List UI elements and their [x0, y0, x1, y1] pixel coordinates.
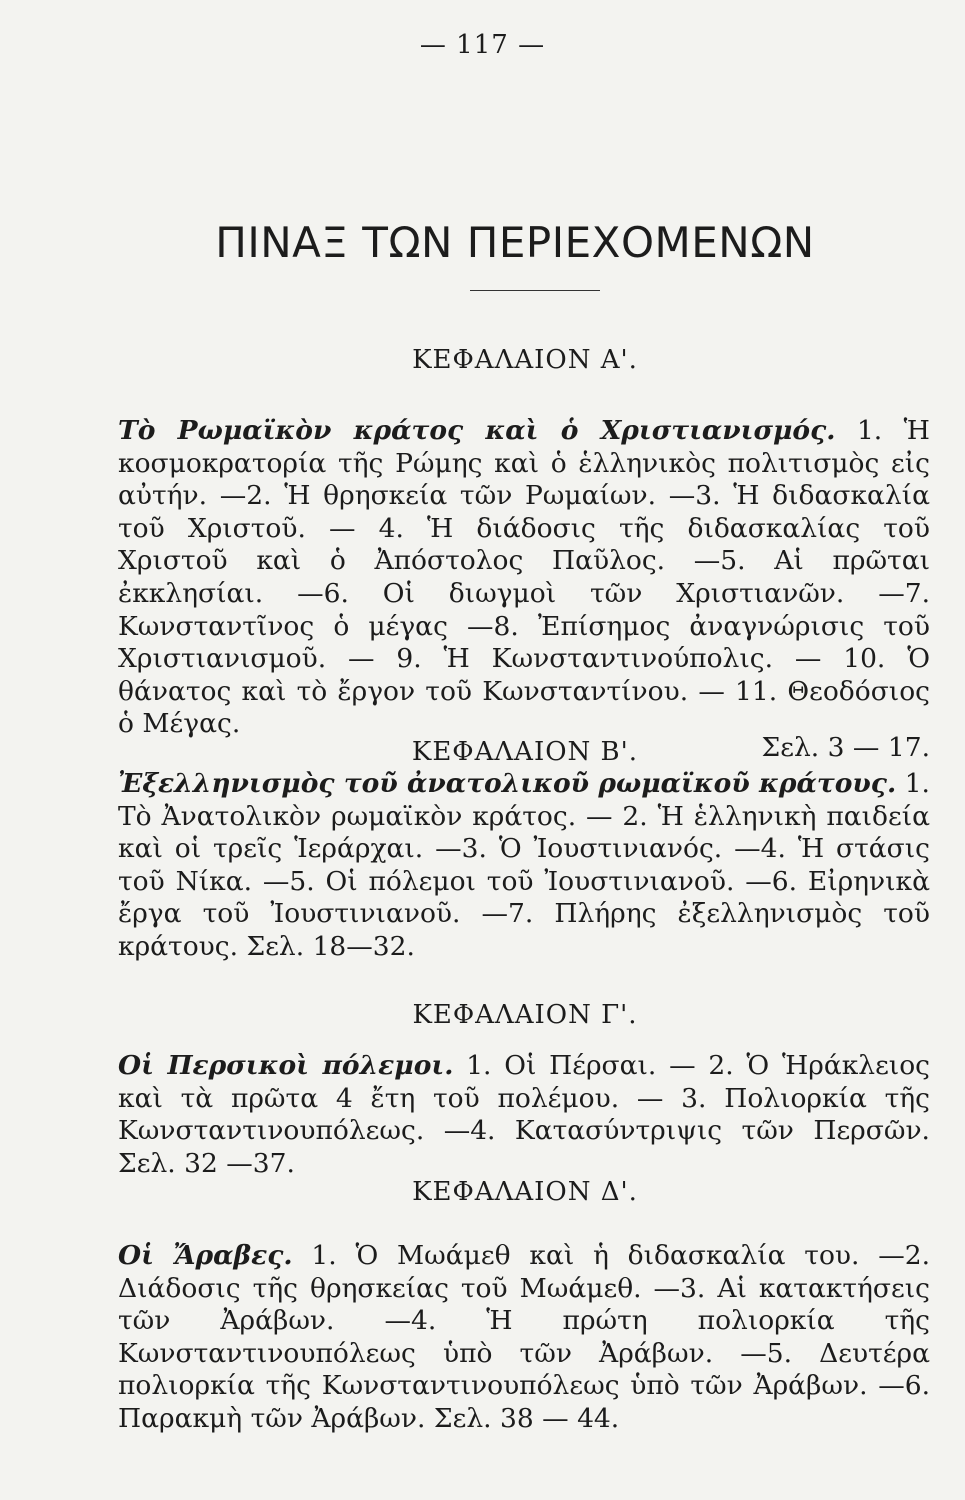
- page-number: — 117 —: [419, 30, 546, 60]
- chapter-title-a: Τὸ Ρωμαϊκὸν κράτος καὶ ὁ Χριστιανισμός.: [118, 415, 836, 446]
- chapter-pages-a: Σελ. 3 — 17.: [761, 731, 930, 763]
- chapter-body-c: 1. Οἱ Πέρσαι. — 2. Ὁ Ἡράκλειος καὶ τὰ πρῶτα 4 ἔτη τοῦ πολέμου. — 3. Πολιορκία τῆς Κωνσταντινουπόλεως. —4. Κατασύντριψις τῶν Περσῶν.: [118, 1050, 930, 1147]
- chapter-body-a: 1. Ἡ κοσμοκρατορία τῆς Ρώμης καὶ ὁ ἑλληνικὸς πολιτισμὸς εἰς αὐτήν. —2. Ἡ θρησκεία τῶν Ρωμαίων. —3. Ἡ διδασκαλία τοῦ Χριστοῦ. — 4. Ἡ διάδοσις τῆς διδασκαλίας τοῦ Χριστοῦ καὶ ὁ Ἀπόστολος Παῦλος. —5. Αἱ πρῶται ἐκκλησίαι. —6. Οἱ διωγμοὶ τῶν Χριστιανῶν. —7. Κωνσταντῖνος ὁ μέγας —8. Ἐπίσημος ἀναγνώρισις τοῦ Χριστιανισμοῦ. — 9. Ἡ Κωνσταντινούπολις. — 10. Ὁ θάνατος καὶ τὸ ἔργον τοῦ Κωνσταντίνου. — 11. Θεοδόσιος ὁ Μέγας.: [118, 415, 930, 740]
- chapter-entry-b: [118, 768, 930, 964]
- chapter-entry-d: [118, 1240, 930, 1436]
- chapter-body-b: 1. Τὸ Ἀνατολικὸν ρωμαϊκὸν κράτος. — 2. Ἡ ἑλληνικὴ παιδεία καὶ οἱ τρεῖς Ἱεράρχαι. —3. Ὁ Ἰουστινιανός. —4. Ἡ στάσις τοῦ Νίκα. —5. Οἱ πόλεμοι τοῦ Ἰουστινιανοῦ. —6. Εἰρηνικὰ ἔργα τοῦ Ἰουστινιανοῦ. —7. Πλήρης ἐξελληνισμὸς τοῦ κράτους.: [118, 768, 930, 962]
- chapter-heading-c: ΚΕΦΑΛΑΙΟΝ Γ'.: [412, 1000, 638, 1030]
- chapter-pages-d: Σελ. 38 — 44.: [433, 1402, 620, 1434]
- chapter-heading-b: ΚΕΦΑΛΑΙΟΝ Β'.: [411, 737, 639, 767]
- chapter-title-c: Οἱ Περσικοὶ πόλεμοι.: [118, 1050, 454, 1081]
- chapter-body-d: 1. Ὁ Μωάμεθ καὶ ἡ διδασκαλία του. —2. Διάδοσις τῆς θρησκείας τοῦ Μωάμεθ. —3. Αἱ κατακτήσεις τῶν Ἀράβων. —4. Ἡ πρώτη πολιορκία τῆς Κωνσταντινουπόλεως ὑπὸ τῶν Ἀράβων. —5. Δευτέρα πολιορκία τῆς Κωνσταντινουπόλεως ὑπὸ τῶν Ἀράβων. —6. Παρακμὴ τῶν Ἀράβων.: [118, 1240, 930, 1434]
- chapter-entry-a: [118, 415, 930, 765]
- chapter-heading-a: ΚΕΦΑΛΑΙΟΝ Α'.: [412, 345, 638, 375]
- chapter-entry-c: [118, 1050, 930, 1180]
- chapter-pages-b: Σελ. 18—32.: [246, 930, 415, 962]
- title-divider: [470, 290, 600, 291]
- page-title: ΠΙΝΑΞ ΤΩΝ ΠΕΡΙΕΧΟΜΕΝΩΝ: [215, 218, 815, 267]
- chapter-title-b: Ἐξελληνισμὸς τοῦ ἀνατολικοῦ ρωμαϊκοῦ κράτους.: [118, 768, 897, 799]
- chapter-title-d: Οἱ Ἄραβες.: [118, 1240, 293, 1271]
- chapter-pages-c: Σελ. 32 —37.: [118, 1147, 295, 1179]
- chapter-heading-d: ΚΕΦΑΛΑΙΟΝ Δ'.: [412, 1177, 638, 1207]
